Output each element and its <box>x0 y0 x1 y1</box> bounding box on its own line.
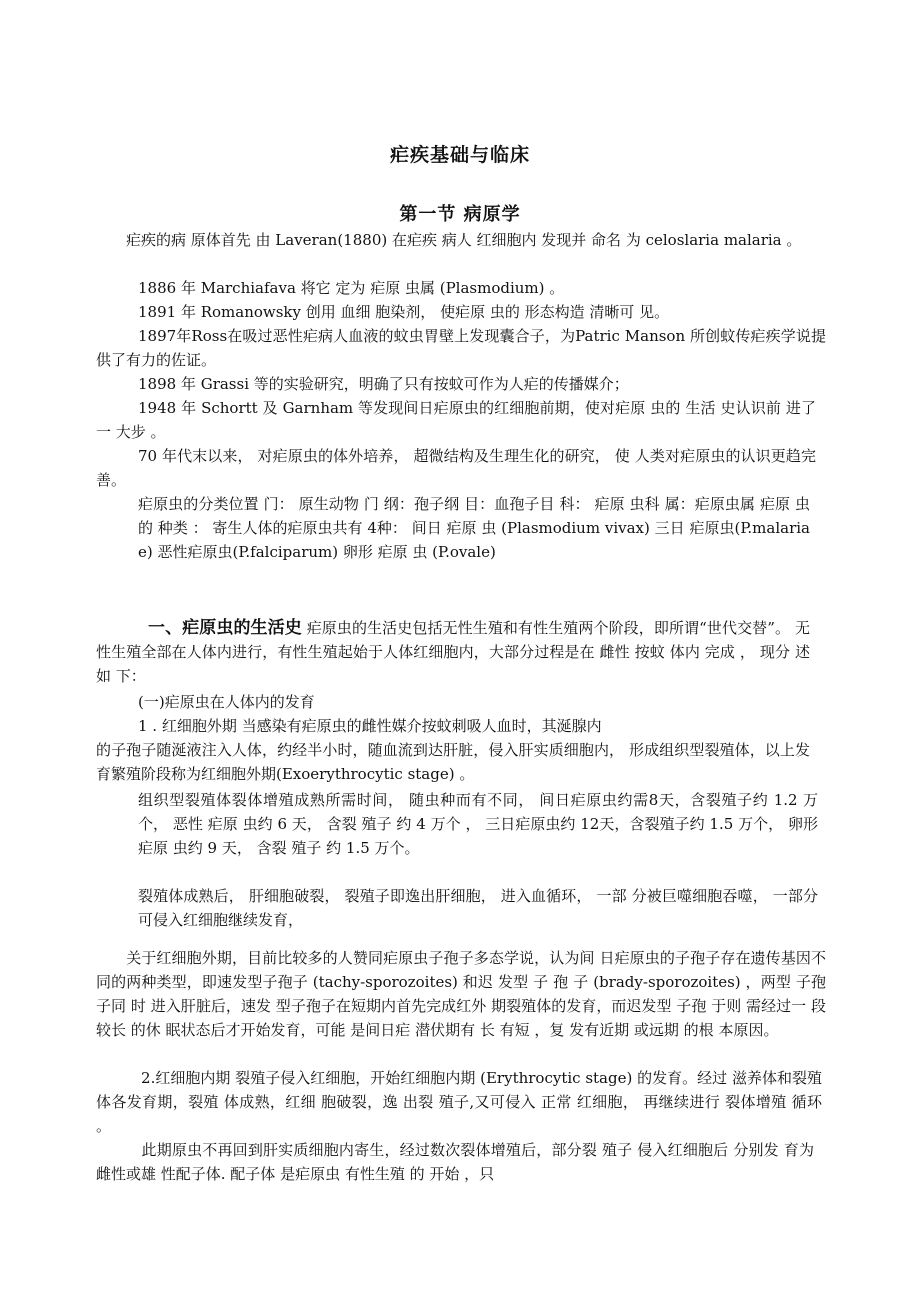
paragraph-classification: 疟原虫的分类位置 门： 原生动物 门 纲：孢子纲 目：血孢子目 科： 疟原 虫科 属：疟原虫属 疟原 虫的 种类 ： 寄生人体的疟原虫共有 4种： 间日 疟原 虫 (Plasmodium vivax) 三日 疟原虫(P.malariae) 恶性疟原虫(P.falciparum) 卵形 疟原 虫 (P.ovale) <box>138 495 810 561</box>
paragraph-1948: 1948 年 Schortt 及 Garnham 等发现间日疟原虫的红细胞前期，使对疟原 虫的 生活 史认识前 进了一 大步 。 <box>96 399 816 441</box>
document-title: 疟疾基础与临床 <box>389 144 530 166</box>
paragraph-sporozoite-theory: 关于红细胞外期，目前比较多的人赞同疟原虫子孢子多态学说，认为间 日疟原虫的子孢子存在遗传基因不同的两种类型，即速发型子孢子 (tachy-sporozoites) 和迟 发型 子 孢 子 (brady-sporozoites) ，两型 子孢 子同 时 进入肝脏后，速发 型子孢子在短期内首先完成红外 期裂殖体的发育，而迟发型 子孢 于则 需经过一 段较长 的休 眠状态后才开始发育，可能 是间日疟 潜伏期有 长 有短 ，复 发有近期 或远期 的根 本原因。 <box>96 949 826 1039</box>
paragraph-1891: 1891 年 Romanowsky 创用 血细 胞染剂， 使疟原 虫的 形态构造 清晰可 见。 <box>138 303 670 321</box>
paragraph-life-cycle <box>96 616 810 688</box>
paragraph-1898: 1898 年 Grassi 等的实验研究，明确了只有按蚊可作为人疟的传播媒介； <box>138 375 629 393</box>
paragraph-erythrocytic: 2.红细胞内期 裂殖子侵入红细胞，开始红细胞内期 (Erythrocytic stage) 的发育。经过 滋养体和裂殖体各发育期，裂殖 体成熟，红细 胞破裂，逸 出裂 殖子,又可侵入 正常 红细胞， 再继续进行 裂体增殖 循环 。 <box>96 1069 822 1135</box>
paragraph-discovery: 疟疾的病 原体首先 由 Laveran(1880) 在疟疾 病人 红细胞内 发现并 命名 为 celoslaria malaria 。 <box>96 231 802 249</box>
life-cycle-heading: 一、疟原虫的生活史 <box>148 618 302 638</box>
section-heading: 第一节 病原学 <box>399 204 521 225</box>
paragraph-exoerythrocytic-1: 1 . 红细胞外期 当感染有疟原虫的雌性媒介按蚊刺吸人血时，其涎腺内 <box>138 717 602 735</box>
life-cycle-text: 疟原虫的生活史包括无性生殖和有性生殖两个阶段，即所谓“世代交替”。 无性生殖全部在人体内进行，有性生殖起始于人体红细胞内，大部分过程是在 雌性 按蚊 体内 完成 ， 现分 述如 下： <box>96 619 810 685</box>
paragraph-1970s: 70 年代末以来， 对疟原虫的体外培养， 超微结构及生理生化的研究， 使 人类对疟原虫的认识更趋完善。 <box>96 447 816 489</box>
paragraph-1897: 1897年Ross在吸过恶性疟病人血液的蚊虫胃壁上发现囊合子，为Patric Manson 所创蚊传疟疾学说提供了有力的佐证。 <box>96 327 826 369</box>
paragraph-schizont-mature: 裂殖体成熟后， 肝细胞破裂， 裂殖子即逸出肝细胞， 进入血循环， 一部 分被巨噬细胞吞噬， 一部分可侵入红细胞继续发育， <box>138 887 818 929</box>
paragraph-exoerythrocytic-2: 的子孢子随涎液注入人体，约经半小时，随血流到达肝脏，侵入肝实质细胞内， 形成组织型裂殖体，以上发育繁殖阶段称为红细胞外期(Exoerythrocytic stage) 。 <box>96 741 810 783</box>
paragraph-1886: 1886 年 Marchiafava 将它 定为 疟原 虫属 (Plasmodium) 。 <box>138 279 565 297</box>
paragraph-gametocyte: 此期原虫不再回到肝实质细胞内寄生，经过数次裂体增殖后，部分裂 殖子 侵入红细胞后 分别发 育为 雌性或雄 性配子体. 配子体 是疟原虫 有性生殖 的 开始 ，只 <box>96 1141 814 1183</box>
paragraph-schizont-time: 组织型裂殖体裂体增殖成熟所需时间， 随虫种而有不同， 间日疟原虫约需8天，含裂殖子约 1.2 万个， 恶性 疟原 虫约 6 天， 含裂 殖子 约 4 万个 ， 三日疟原虫约 12天，含裂殖子约 1.5 万个， 卵形 疟原 虫约 9 天， 含裂 殖子 约 1.5 万个。 <box>138 791 818 857</box>
sub-heading-human-development: (一)疟原虫在人体内的发育 <box>138 693 315 711</box>
